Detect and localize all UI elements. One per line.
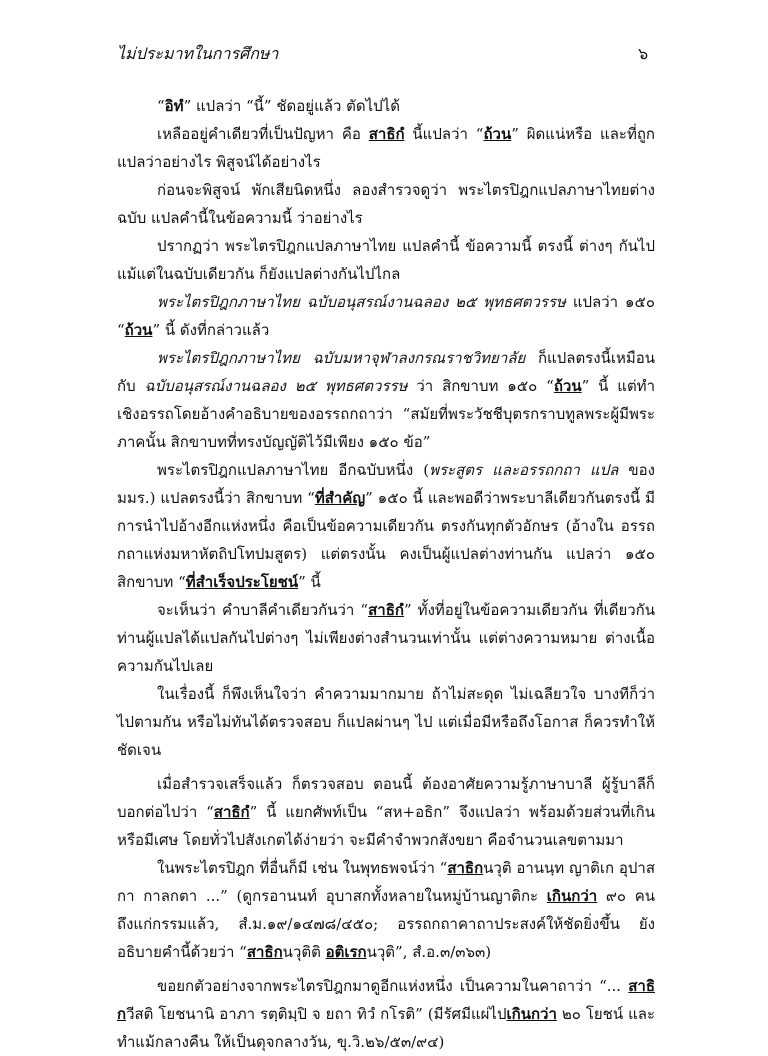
running-header-title: ไม่ประมาทในการศึกษา [117, 44, 279, 63]
emphasized-term: เกินกว่า [506, 1005, 557, 1023]
emphasized-term: เกินกว่า [546, 887, 598, 905]
emphasized-term: ถ้วน [483, 125, 512, 143]
italic-title: พระสูตร และอรรถกถา แปล [429, 461, 619, 479]
text-run: ๒๐ โยชน์ และทำแม้กลางคืน ให้เป็นดุจกลางวัน, ขุ.วิ.๒๖/๕๓/๙๔) [117, 1005, 655, 1051]
emphasized-term: สาธิกํ [368, 601, 404, 619]
text-run: ขอยกตัวอย่างจากพระไตรปิฎกมาดูอีกแห่งหนึ่ง เป็นความในคาถาว่า “... [157, 977, 629, 995]
text-run: นวุติ”, สํ.อ.๓/๓๖๓) [366, 943, 492, 961]
text-run: ก่อนจะพิสูจน์ พักเสียนิดหนึ่ง ลองสำรวจดูว่า พระไตรปิฎกแปลภาษาไทยต่างฉบับ แปลคำนี้ในข้อความนี้ ว่าอย่างไร [117, 181, 655, 227]
paragraph [117, 972, 655, 1056]
emphasized-term: สาธิก [117, 977, 655, 1023]
paragraph [117, 770, 655, 854]
text-run: ในเรื่องนี้ ก็พึงเห็นใจว่า คำความมากมาย ถ้าไม่สะดุด ไม่เฉลียวใจ บางทีก็ว่าไปตามกัน หรือไม่ทันได้ตรวจสอบ ก็แปลผ่านๆ ไป แต่เมื่อมีหรือถึงโอกาส ก็ควรทำให้ชัดเจน [117, 685, 655, 759]
text-run: นวุติ อานนฺท ญาติเก อุปาสกา กาลกตา ...” (ดูกรอานนท์ อุบาสกทั้งหลายในหมู่บ้านญาติกะ [117, 859, 656, 905]
text-run: ” ผิดแน่หรือ และที่ถูกแปลว่าอย่างไร พิสูจน์ได้อย่างไร [117, 125, 655, 171]
emphasized-term: ที่สำคัญ [314, 489, 366, 507]
emphasized-term: สาธิก [447, 859, 484, 877]
text-run: ” แปลว่า “นี้” ชัดอยู่แล้ว ตัดไปได้ [183, 97, 400, 115]
body-text [117, 92, 655, 1056]
paragraph [117, 288, 655, 344]
text-run: ” นี้ แยกศัพท์เป็น “สห+อธิก” จึงแปลว่า พร้อมด้วยส่วนที่เกิน หรือมีเศษ โดยทั่วไปสังเกตได้ง่ายว่า จะมีคำจำพวกสังขยา คือจำนวนเลขตามมา [117, 803, 656, 849]
text-run: ” ๑๕๐ นี้ และพอดีว่าพระบาลีเดียวกันตรงนี้ มีการนำไปอ้างอีกแห่งหนึ่ง คือเป็นข้อความเดียวกัน ตรงกันทุกตัวอักษร (อ้างใน อรรถกถาแห่งมหาหัตถิปโทปมสูตร) แต่ตรงนั้น คงเป็นผู้แปลต่างท่านกัน แปลว่า ๑๕๐ สิกขาบท “ [117, 489, 655, 591]
paragraph [117, 92, 655, 120]
emphasized-term: ถ้วน [553, 377, 582, 395]
text-run: นี้แปลว่า “ [404, 125, 484, 143]
emphasized-term: สาธิกํ [368, 125, 405, 143]
italic-title: ฉบับอนุสรณ์งานฉลอง ๒๕ พุทธศตวรรษ [144, 377, 408, 395]
text-run: ว่า สิกขาบท ๑๕๐ “ [407, 377, 554, 395]
paragraph [117, 344, 655, 456]
text-run: ” นี้ ดังที่กล่าวแล้ว [152, 321, 270, 339]
text-run: ของ มมร.) แปลตรงนี้ว่า สิกขาบท “ [117, 461, 655, 507]
text-run: ” ทั้งที่อยู่ในข้อความเดียวกัน ที่เดียวกัน ท่านผู้แปลได้แปลกันไปต่างๆ ไม่เพียงต่างสำนวนเท่านั้น แต่ต่างความหมาย ต่างเนื้อความกันไปเลย [117, 601, 655, 675]
text-run: ๙๐ คน ถึงแก่กรรมแล้ว, สํ.ม.๑๙/๑๔๗๘/๔๕๐; อรรถกถาคาถาประสงค์ให้ชัดยิ่งขึ้น ยังอธิบายคำนี้ด้วยว่า “ [117, 887, 655, 961]
emphasized-term: ถ้วน [124, 321, 153, 339]
paragraph [117, 232, 655, 288]
text-run: เมื่อสำรวจเสร็จแล้ว ก็ตรวจสอบ ตอนนี้ ต้องอาศัยความรู้ภาษาบาลี ผู้รู้บาลีก็บอกต่อไปว่า “ [117, 775, 655, 821]
text-run: เหลืออยู่คำเดียวที่เป็นปัญหา คือ [157, 125, 369, 143]
paragraph [117, 854, 655, 966]
text-run: ” นี้ [298, 573, 321, 591]
italic-title: พระไตรปิฎกภาษาไทย ฉบับมหาจุฬาลงกรณราชวิทยาลัย [157, 349, 526, 367]
text-run: ก็แปลตรงนี้เหมือนกับ [117, 349, 655, 395]
emphasized-term: อติเรก [325, 943, 367, 961]
text-run: แปลว่า ๑๕๐ “ [117, 293, 655, 339]
text-run: ” นี้ แต่ทำเชิงอรรถโดยอ้างคำอธิบายของอรรถกถาว่า “สมัยที่พระวัชชีบุตรกราบทูลพระผู้มีพระภาคนั้น สิกขาบทที่ทรงบัญญัติไว้มีเพียง ๑๕๐ ข้อ” [117, 377, 655, 451]
text-run: นวุติติ [282, 943, 326, 961]
text-run: “ [157, 97, 165, 115]
text-run: ปรากฏว่า พระไตรปิฎกแปลภาษาไทย แปลคำนี้ ข้อความนี้ ตรงนี้ ต่างๆ กันไป แม้แต่ในฉบับเดียวกัน ก็ยังแปลต่างกันไปไกล [117, 237, 655, 283]
emphasized-term: อิทํ [164, 97, 184, 115]
paragraph [117, 176, 655, 232]
emphasized-term: ที่สำเร็จประโยชน์ [185, 573, 299, 591]
text-run: ในพระไตรปิฎก ที่อื่นก็มี เช่น ในพุทธพจน์ว่า “ [157, 859, 448, 877]
emphasized-term: สาธิกํ [213, 803, 250, 821]
italic-title: พระไตรปิฎกภาษาไทย ฉบับอนุสรณ์งานฉลอง ๒๕ พุทธศตวรรษ [157, 293, 566, 311]
emphasized-term: สาธิก [246, 943, 283, 961]
paragraph [117, 596, 655, 680]
page-number: ๖ [638, 44, 649, 63]
text-run: พระไตรปิฎกแปลภาษาไทย อีกฉบับหนึ่ง ( [157, 461, 430, 479]
paragraph [117, 680, 655, 764]
text-run: วีสติ โยชนานิ อาภา รตฺติมฺปิ จ ยถา ทิวํ กโรติ” (มีรัศมีแผ่ไป [126, 1005, 507, 1023]
paragraph [117, 120, 655, 176]
text-run: จะเห็นว่า คำบาลีคำเดียวกันว่า “ [157, 601, 369, 619]
paragraph [117, 456, 655, 596]
